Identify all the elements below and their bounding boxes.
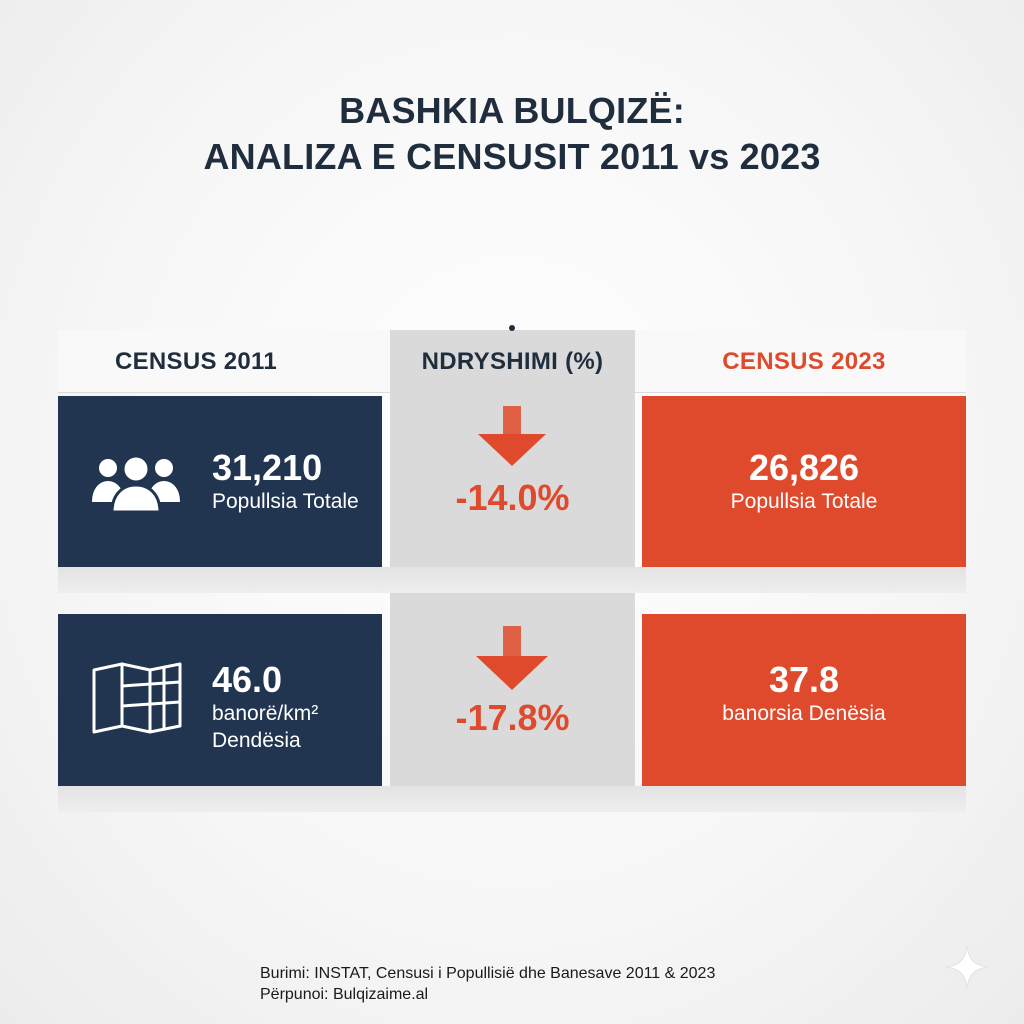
row-separator-band [58, 567, 966, 593]
page-title [0, 88, 1024, 180]
population-change-cell [390, 396, 635, 567]
footer-source: Burimi: INSTAT, Censusi i Popullisië dhe Banesave 2011 & 2023 [260, 965, 716, 982]
column-header-change: NDRYSHIMI (%) [421, 348, 604, 375]
footer [260, 963, 715, 1005]
column-header-census-2023: CENSUS 2023 [722, 348, 886, 375]
card-density-2023 [642, 614, 966, 786]
title-line-1: BASHKIA BULQIZË: [339, 90, 685, 131]
arrow-down-icon [390, 626, 635, 690]
sparkle-icon [944, 944, 990, 990]
column-header-census-2011: CENSUS 2011 [114, 348, 278, 375]
card-population-2011 [58, 396, 382, 567]
population-2011-label: Popullsia Totale [212, 490, 359, 513]
density-change-cell [390, 614, 635, 786]
population-change-value: -14.0% [455, 477, 570, 518]
density-change-value: -17.8% [455, 697, 570, 738]
population-2011-value: 31,210 [212, 447, 323, 488]
population-2023-label: Popullsia Totale [730, 490, 878, 513]
population-2023-value: 26,826 [748, 447, 860, 488]
map-icon [92, 662, 182, 734]
arrow-down-icon [390, 406, 635, 466]
card-population-2023 [642, 396, 966, 567]
people-group-icon [92, 454, 180, 514]
density-2011-unit: banorë/km² [212, 702, 319, 725]
density-2023-label: banorsia Denësia [722, 702, 886, 725]
card-density-2011 [58, 614, 382, 786]
density-2011-value: 46.0 [212, 659, 283, 700]
title-line-2: ANALIZA E CENSUSIT 2011 vs 2023 [203, 136, 821, 177]
row-separator-band [58, 786, 966, 812]
decorative-dot [509, 325, 515, 331]
footer-author: Përpunoi: Bulqizaime.al [260, 986, 429, 1003]
density-2023-value: 37.8 [768, 659, 840, 700]
density-2011-label: Dendësia [212, 729, 301, 752]
